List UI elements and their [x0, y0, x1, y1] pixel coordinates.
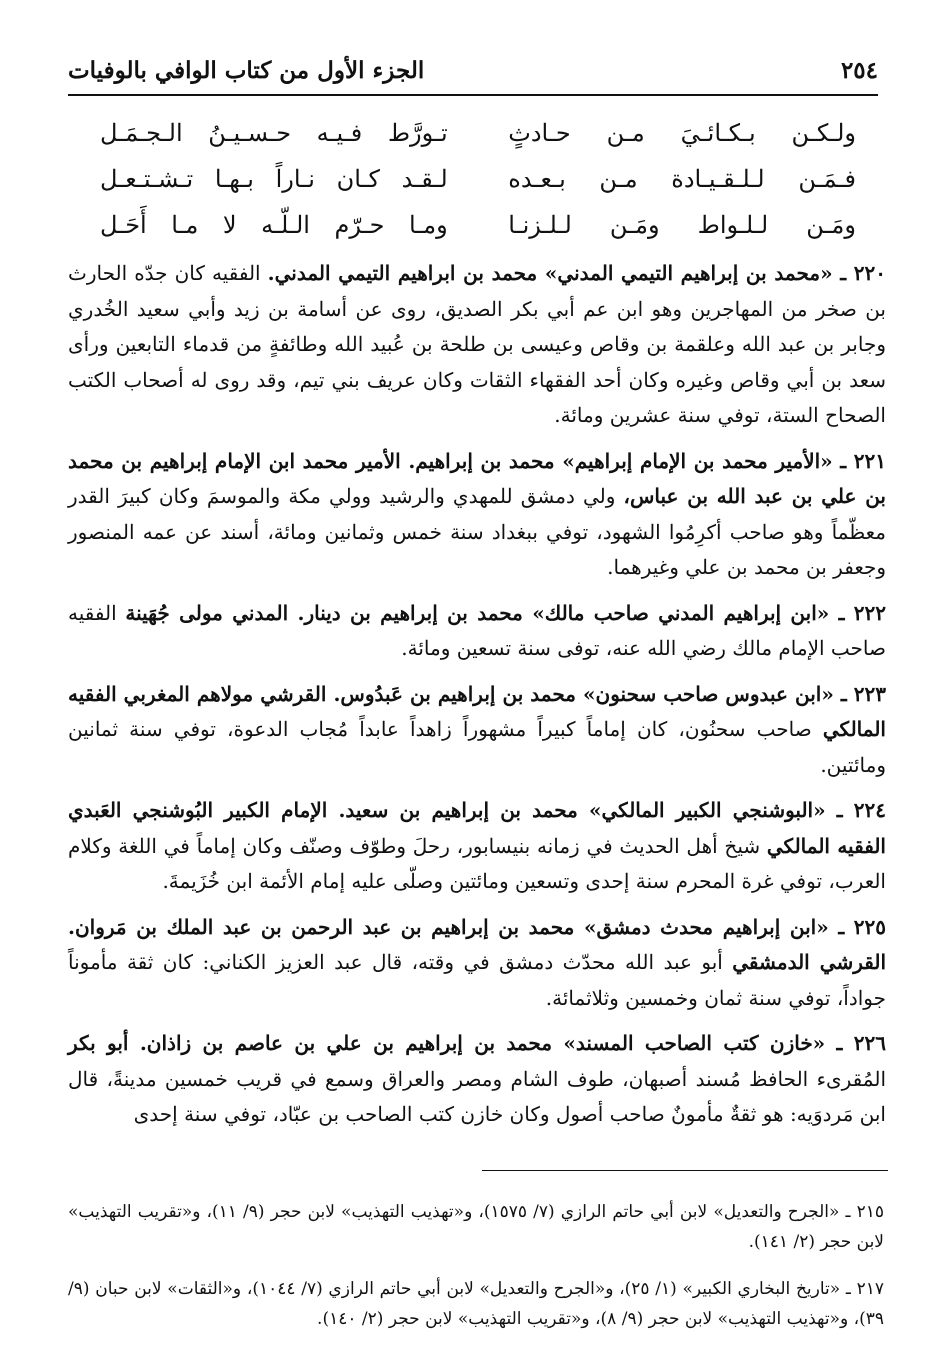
page-number: ٢٥٤ — [840, 56, 878, 84]
entry-heading: ٢٢١ ـ «الأمير محمد بن الإمام إبراهيم» محمد بن إبراهيم. الأمير محمد ابن الإمام إبراهيم بن محمد بن علي بن عبد الله بن عباس، — [68, 448, 886, 508]
entry-body: شيخ أهل الحديث في زمانه بنيسابور، رحلَ وطوّف وصنّف وكان إماماً في اللغة وكلام العرب، توفي غرة المحرم سنة إحدى وتسعين ومائتين وصلّى عليه إمام الأئمة ابن خُزَيمةَ. — [68, 833, 886, 893]
entry-body: ولي دمشق للمهدي والرشيد وولي مكة والموسمَ وكان كبيرَ القدر معظّماً وهو صاحب أكرِمُوا الشهود، توفي ببغداد سنة خمس وثمانين ومائة، أسند عن عمه المنصور وجعفر بن محمد بن علي وغيرهما. — [68, 484, 886, 579]
footnote-divider — [482, 1170, 888, 1171]
entry-heading: ٢٢٣ ـ «ابن عبدوس صاحب سحنون» محمد بن إبراهيم بن عَبدُوس. القرشي مولاهم المغربي الفقيه المالكي — [68, 681, 886, 741]
entry-heading: ٢٢٤ ـ «البوشنجي الكبير المالكي» محمد بن إبراهيم بن سعيد. الإمام الكبير البُوشنجي العَبدي الفقيه المالكي — [68, 798, 886, 858]
running-title: الجزء الأول من كتاب الوافي بالوفيات — [68, 56, 425, 84]
verse-first-hemistich: فـمَـن لـلـقـيـادة مـن بـعـده — [508, 165, 856, 193]
entry-body: الفقيه صاحب الإمام مالك رضي الله عنه، توفى سنة تسعين ومائة. — [68, 600, 886, 660]
entry-heading: ٢٢٠ ـ «محمد بن إبراهيم التيمي المدني» محمد بن ابراهيم التيمي المدني. — [267, 261, 886, 285]
header-divider — [68, 94, 878, 96]
poem-verse — [100, 202, 856, 248]
biography-entry — [68, 793, 886, 900]
entry-heading: ٢٢٢ ـ «ابن إبراهيم المدني صاحب مالك» محمد بن إبراهيم بن دينار. المدني مولى جُهَينة — [125, 600, 887, 625]
verse-first-hemistich: ومَـن لـلـواط ومَـن لـلـزنـا — [508, 211, 856, 239]
biography-entry — [68, 1026, 886, 1133]
poem-block — [100, 110, 856, 248]
entry-body: أبو عبد الله محدّث دمشق في وقته، قال عبد العزيز الكناني: كان ثقة مأموناً جواداً، توفي سنة ثمان وخمسين وثلاثمائة. — [68, 950, 886, 1010]
biography-entry — [68, 677, 886, 784]
entry-body: صاحب سحنُون، كان إماماً كبيراً مشهوراً زاهداً عابداً مُجاب الدعوة، توفي سنة ثمانين ومائتين. — [68, 717, 886, 777]
biography-entries — [68, 256, 886, 1143]
biography-entry — [68, 910, 886, 1017]
verse-second-hemistich: ومـا حـرّم الـلّـه لا مـا أَحَـل — [100, 211, 448, 239]
entry-body: المُقرىء الحافظ مُسند أصبهان، طوف الشام ومصر والعراق وسمع في قريب خمسين مدينةً، قال ابن مَردوَيه: هو ثقةٌ مأمونٌ صاحب أصول وكان خازن كتب الصاحب بن عبّاد، توفي سنة إحدى — [68, 1066, 886, 1126]
page-header — [68, 48, 878, 92]
biography-entry — [68, 444, 886, 586]
biography-entry — [68, 256, 886, 434]
entry-heading: ٢٢٥ ـ «ابن إبراهيم محدث دمشق» محمد بن إبراهيم بن عبد الرحمن بن عبد الملك بن مَروان. القرشي الدمشقي — [68, 914, 887, 974]
verse-first-hemistich: ولـكـن بـكـائـيَ مـن حـادثٍ — [508, 119, 856, 147]
verse-second-hemistich: لـقـد كـان نـاراً بـهـا تـشـتـعـل — [100, 165, 448, 193]
footnotes — [68, 1180, 884, 1344]
entry-heading: ٢٢٦ ـ «خازن كتب الصاحب المسند» محمد بن إبراهيم بن علي بن عاصم بن زاذان. أبو بكر — [68, 1031, 886, 1055]
poem-verse — [100, 110, 856, 156]
poem-verse — [100, 156, 856, 202]
footnote: ٢١٥ ـ «الجرح والتعديل» لابن أبي حاتم الرازي (٧/ ١٥٧٥)، و«تهذيب التهذيب» لابن حجر (٩/ ١١)، و«تقريب التهذيب» لابن حجر (٢/ ١٤١). — [68, 1202, 884, 1252]
entry-body: الفقيه كان جدّه الحارث بن صخر من المهاجرين وهو ابن عم أبي بكر الصديق، روى عن أسامة بن زيد وأبي سعيد الخُدري وجابر بن عبد الله وعلقمة بن وقاص وعيسى بن طلحة بن عُبيد الله وطائفةٍ من قدماء التابعين ورأى سعد بن أبي وقاص وغيره وكان أحد الفقهاء الثقات وكان عريف بني تيم، وقد روى له أصحاب الكتب الصحاح الستة، توفي سنة عشرين ومائة. — [68, 261, 886, 427]
biography-entry — [68, 596, 886, 667]
footnote: ٢١٧ ـ «تاريخ البخاري الكبير» (١/ ٢٥)، و«الجرح والتعديل» لابن أبي حاتم الرازي (٧/ ١٠٤٤)، و«الثقات» لابن حبان (٩/ ٣٩)، و«تهذيب التهذيب» لابن حجر (٩/ ٨)، و«تقريب التهذيب» لابن حجر (٢/ ١٤٠). — [68, 1279, 884, 1329]
verse-second-hemistich: تـورَّط فـيـه حـسـيـنُ الـجـمَـل — [100, 119, 448, 147]
